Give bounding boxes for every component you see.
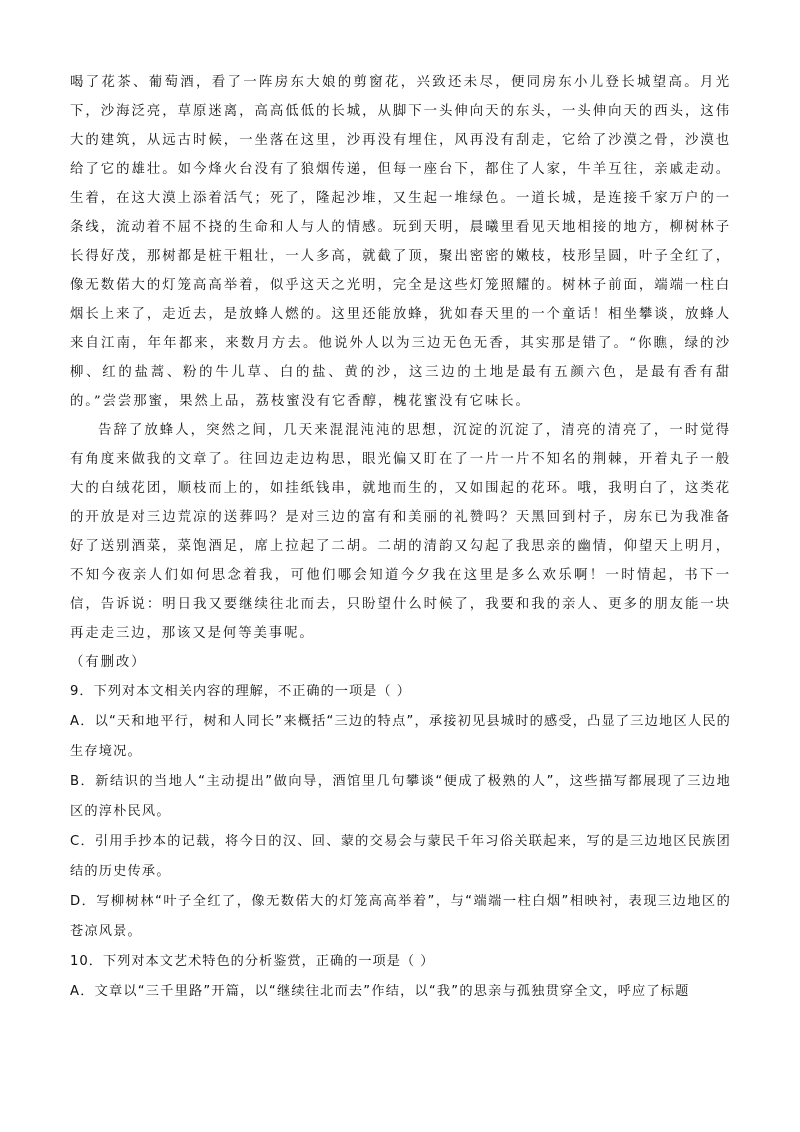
question-9-option-b: B．新结识的当地人“主动提出”做向导，酒馆里几句攀谈“便成了极熟的人”，这些描写都展现了三边地区的淳朴民风。 <box>70 774 731 819</box>
essay-text <box>70 68 731 677</box>
essay-paragraph-1: 喝了花茶、葡萄酒，看了一阵房东大娘的剪窗花，兴致还未尽，便同房东小儿登长城望高。月光下，沙海泛亮，草原迷离，高高低低的长城，从脚下一头伸向天的东头，一头伸向天的西头，这伟大的建筑，从远古时候，一坐落在这里，沙再没有埋住，风再没有刮走，它给了沙漠之骨，沙漠也给了它的雄壮。如今烽火台没有了狼烟传递，但每一座台下，都住了人家，牛羊互往，亲戚走动。生着，在这大漠上添着活气；死了，隆起沙堆，又生起一堆绿色。一道长城，是连接千家万户的一条线，流动着不屈不挠的生命和人与人的情感。玩到天明，晨曦里看见天地相接的地方，柳树林子长得好茂，那树都是桩干粗壮，一人多高，就截了顶，聚出密密的嫩枝，枝形呈圆，叶子全红了，像无数偌大的灯笼高高举着，似乎这天之光明，完全是这些灯笼照耀的。树林子前面，端端一柱白烟长上来了，走近去，是放蜂人燃的。这里还能放蜂，犹如春天里的一个童话！相坐攀谈，放蜂人来自江南，年年都来，来数月方去。他说外人以为三边无色无香，其实那是错了。“你瞧，绿的沙柳、红的盐蒿、粉的牛儿草、白的盐、黄的沙，这三边的土地是最有五颜六色，是最有香有甜的。”尝尝那蜜，果然上品，荔枝蜜没有它香醇，槐花蜜没有它味长。 <box>70 75 731 409</box>
question-section <box>70 677 731 1007</box>
question-9-option-d: D．写柳树林“叶子全红了，像无数偌大的灯笼高高举着”，与“端端一柱白烟”相映衬，表现三边地区的苍凉风景。 <box>70 894 731 939</box>
question-10-stem: 10．下列对本文艺术特色的分析鉴赏，正确的一项是（ ） <box>70 954 435 969</box>
question-9-option-c: C．引用手抄本的记载，将今日的汉、回、蒙的交易会与蒙民千年习俗关联起来，写的是三边地区民族团结的历史传承。 <box>70 834 731 879</box>
document-page <box>70 68 731 1007</box>
question-9-stem: 9．下列对本文相关内容的理解，不正确的一项是（ ） <box>70 684 411 699</box>
essay-source-note: （有删改） <box>70 655 147 670</box>
question-9 <box>70 677 731 947</box>
question-10-option-a: A．文章以“三千里路”开篇，以“继续往北而去”作结，以“我”的思亲与孤独贯穿全文，呼应了标题 <box>70 984 690 999</box>
essay-paragraph-2: 告辞了放蜂人，突然之间，几天来混混沌沌的思想，沉淀的沉淀了，清亮的清亮了，一时觉得有角度来做我的文章了。往回边走边构思，眼光偏又盯在了一片一片不知名的荆棘，开着丸子一般大的白绒花团，顺枝而上的，如挂纸钱串，就地而生的，又如围起的花环。哦，我明白了，这类花的开放是对三边荒凉的送葬吗？是对三边的富有和美丽的礼赞吗？天黑回到村子，房东已为我准备好了送别酒菜，菜饱酒足，席上拉起了二胡。二胡的清韵又勾起了我思亲的幽情，仰望天上明月，不知今夜亲人们如何思念着我，可他们哪会知道今夕我在这里是多么欢乐啊！一时情起，书下一信，告诉说：明日我又要继续往北而去，只盼望什么时候了，我要和我的亲人、更多的朋友能一块再走走三边，那该又是何等美事呢。 <box>70 423 731 641</box>
question-9-option-a: A．以“天和地平行，树和人同长”来概括“三边的特点”，承接初见县城时的感受，凸显了三边地区人民的生存境况。 <box>70 714 732 759</box>
question-10 <box>70 947 731 1007</box>
